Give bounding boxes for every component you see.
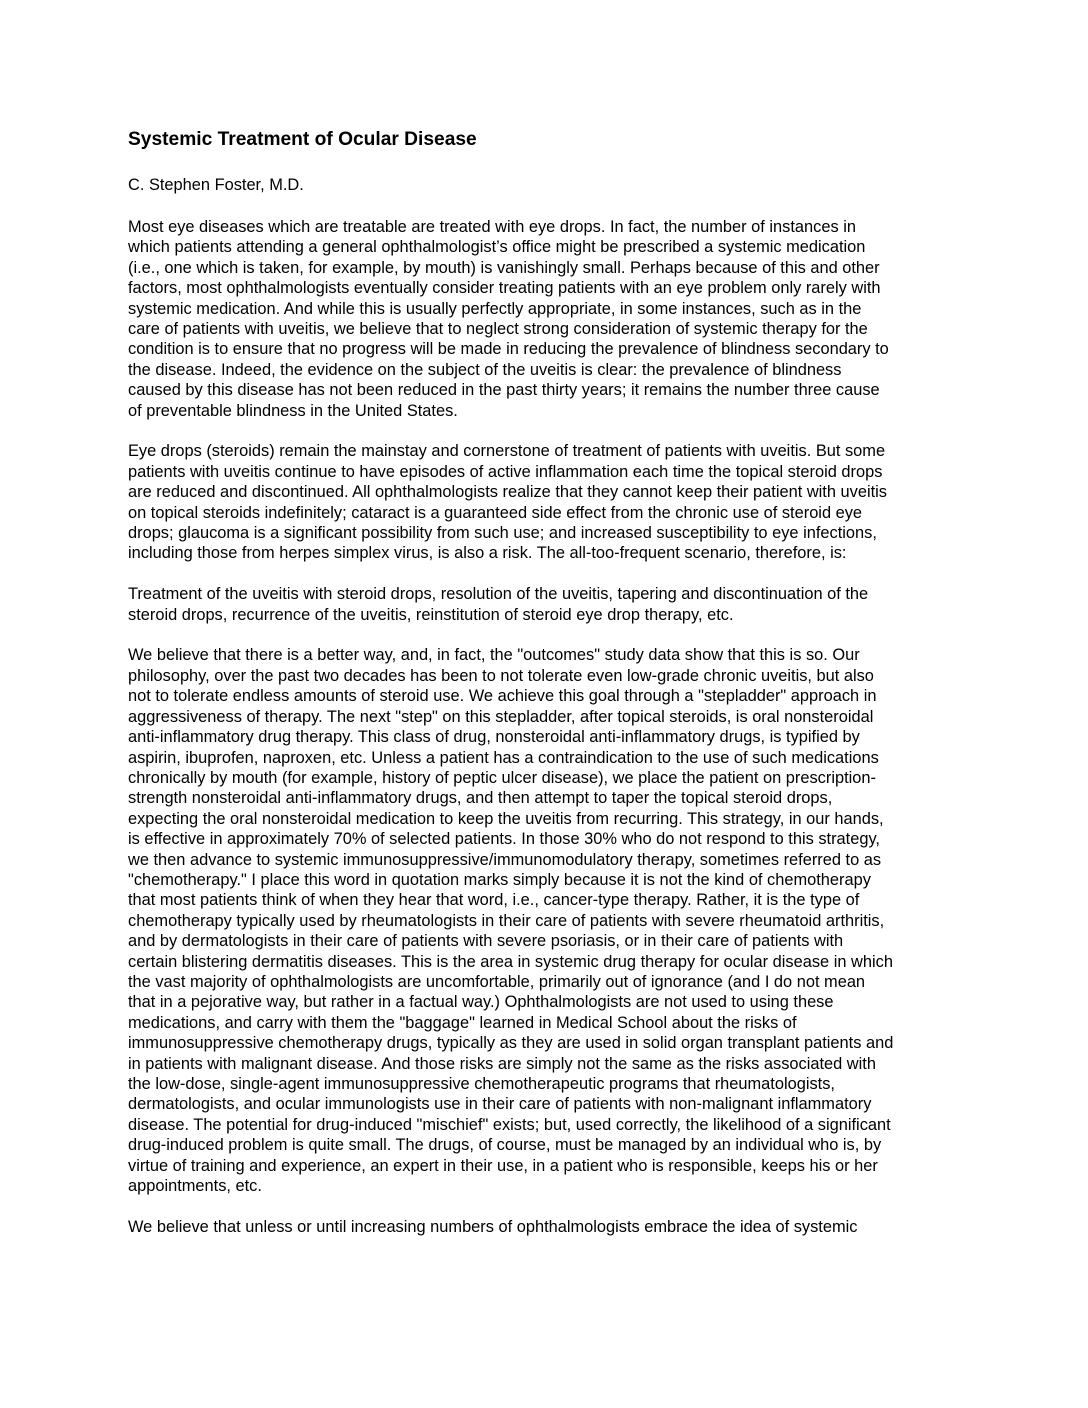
text-line: steroid drops, recurrence of the uveitis, reinstitution of steroid eye drop therapy, etc.	[128, 605, 734, 624]
text-line: aggressiveness of therapy. The next "step" on this stepladder, after topical steroids, is oral nonsteroidal	[128, 707, 874, 726]
text-line: Most eye diseases which are treatable are treated with eye drops. In fact, the number of instances in	[128, 218, 856, 236]
text-line: strength nonsteroidal anti-inflammatory drugs, and then attempt to taper the topical steroid drops,	[128, 789, 833, 808]
text-line: the vast majority of ophthalmologists are uncomfortable, primarily out of ignorance (and I do not mean	[128, 972, 866, 991]
text-line: systemic medication. And while this is usually perfectly appropriate, in some instances, such as in the	[128, 299, 862, 318]
text-line: We believe that unless or until increasing numbers of ophthalmologists embrace the idea of systemic	[128, 1217, 858, 1236]
text-line: we then advance to systemic immunosuppressive/immunomodulatory therapy, sometimes referred to as	[128, 850, 882, 869]
text-line: anti-inflammatory drug therapy. This class of drug, nonsteroidal anti-inflammatory drugs, is typified by	[128, 728, 860, 747]
document-page	[128, 126, 968, 1237]
text-line: the low-dose, single-agent immunosuppressive chemotherapeutic programs that rheumatologists,	[128, 1075, 835, 1094]
text-line: that in a pejorative way, but rather in a factual way.) Ophthalmologists are not used to using these	[128, 993, 834, 1012]
text-line: Treatment of the uveitis with steroid drops, resolution of the uveitis, tapering and discontinuation of the	[128, 585, 869, 604]
text-line: dermatologists, and ocular immunologists use in their care of patients with non-malignant inflammatory	[128, 1095, 872, 1114]
paragraph	[128, 441, 968, 563]
paragraph	[128, 584, 968, 625]
text-line: including those from herpes simplex virus, is also a risk. The all-too-frequent scenario, therefore, is:	[128, 544, 847, 563]
text-line: medications, and carry with them the "baggage" learned in Medical School about the risks of	[128, 1013, 797, 1032]
document-author: C. Stephen Foster, M.D.	[128, 176, 304, 194]
text-line: certain blistering dermatitis diseases. This is the area in systemic drug therapy for ocular disease in which	[128, 952, 893, 971]
text-line: not to tolerate endless amounts of steroid use. We achieve this goal through a "stepladder" approach in	[128, 687, 877, 706]
text-line: factors, most ophthalmologists eventually consider treating patients with an eye problem only rarely with	[128, 279, 881, 298]
text-line: and by dermatologists in their care of patients with severe psoriasis, or in their care of patients with	[128, 932, 844, 951]
text-line: of preventable blindness in the United States.	[128, 401, 458, 420]
paragraph	[128, 1217, 968, 1237]
text-line: patients with uveitis continue to have episodes of active inflammation each time the topical steroid drops	[128, 462, 883, 481]
text-line: condition is to ensure that no progress will be made in reducing the prevalence of blindness secondary to	[128, 340, 889, 359]
paragraph	[128, 217, 968, 421]
text-line: drops; glaucoma is a significant possibility from such use; and increased susceptibility to eye infections,	[128, 524, 877, 543]
text-line: virtue of training and experience, an expert in their use, in a patient who is responsible, keeps his or her	[128, 1156, 878, 1175]
text-line: aspirin, ibuprofen, naproxen, etc. Unless a patient has a contraindication to the use of such medications	[128, 748, 879, 767]
text-line: care of patients with uveitis, we believe that to neglect strong consideration of systemic therapy for the	[128, 320, 868, 339]
text-line: disease. The potential for drug-induced "mischief" exists; but, used correctly, the likelihood of a significant	[128, 1115, 891, 1134]
text-line: in patients with malignant disease. And those risks are simply not the same as the risks associated with	[128, 1054, 876, 1073]
text-line: immunosuppressive chemotherapy drugs, typically as they are used in solid organ transplant patients and	[128, 1034, 894, 1053]
text-line: on topical steroids indefinitely; cataract is a guaranteed side effect from the chronic use of steroid eye	[128, 503, 863, 522]
text-line: is effective in approximately 70% of selected patients. In those 30% who do not respond to this strategy,	[128, 830, 880, 849]
text-line: drug-induced problem is quite small. The drugs, of course, must be managed by an individual who is, by	[128, 1136, 882, 1155]
text-line: We believe that there is a better way, and, in fact, the "outcomes" study data show that this is so. Our	[128, 646, 860, 665]
text-line: "chemotherapy." I place this word in quotation marks simply because it is not the kind of chemotherapy	[128, 870, 871, 889]
paragraph	[128, 645, 968, 1196]
text-line: are reduced and discontinued. All ophthalmologists realize that they cannot keep their patient with uveitis	[128, 483, 887, 502]
text-line: chronically by mouth (for example, history of peptic ulcer disease), we place the patient on prescription-	[128, 768, 876, 787]
text-line: the disease. Indeed, the evidence on the subject of the uveitis is clear: the prevalence of blindness	[128, 360, 842, 379]
text-line: philosophy, over the past two decades has been to not tolerate even low-grade chronic uveitis, but also	[128, 666, 874, 685]
text-line: which patients attending a general ophthalmologist’s office might be prescribed a systemic medication	[128, 238, 866, 257]
text-line: appointments, etc.	[128, 1177, 262, 1196]
document-title: Systemic Treatment of Ocular Disease	[128, 129, 477, 150]
text-line: caused by this disease has not been reduced in the past thirty years; it remains the number three cause	[128, 381, 880, 400]
text-line: chemotherapy typically used by rheumatologists in their care of patients with severe rheumatoid arthritis,	[128, 911, 885, 930]
text-line: expecting the oral nonsteroidal medication to keep the uveitis from recurring. This strategy, in our hands,	[128, 809, 884, 828]
text-line: (i.e., one which is taken, for example, by mouth) is vanishingly small. Perhaps because of this and other	[128, 258, 880, 277]
text-line: Eye drops (steroids) remain the mainstay and cornerstone of treatment of patients with uveitis. But some	[128, 442, 886, 461]
document-body	[128, 217, 968, 1237]
text-line: that most patients think of when they hear that word, i.e., cancer-type therapy. Rather, it is the type of	[128, 891, 860, 910]
